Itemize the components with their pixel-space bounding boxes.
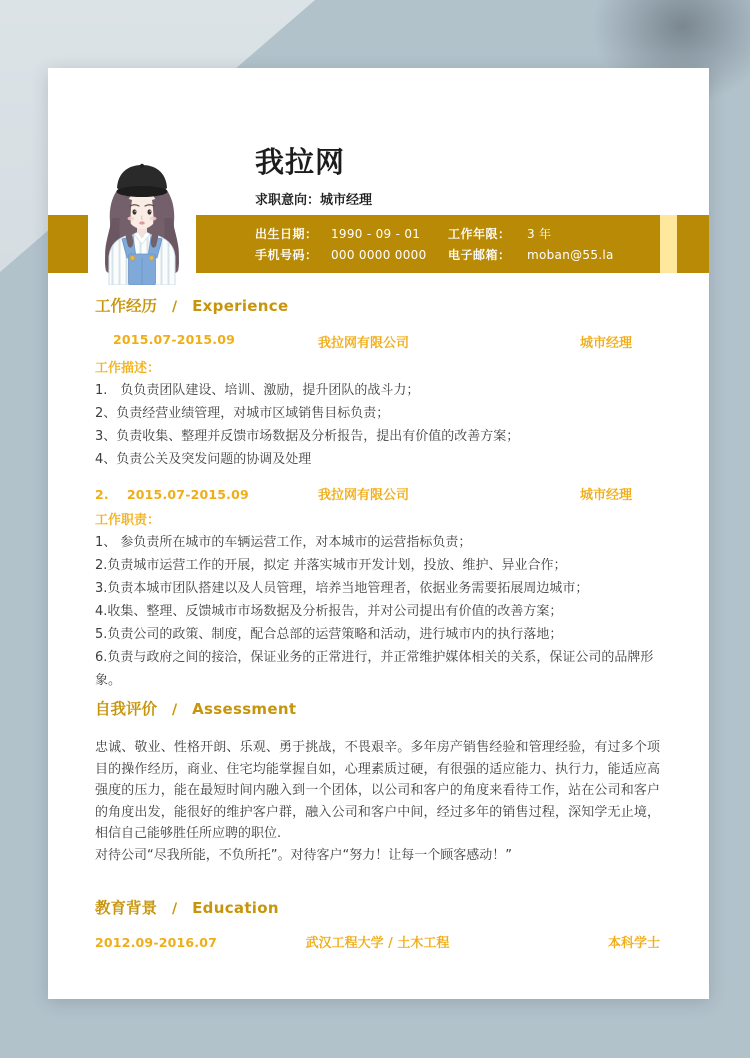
section-title-slash: / bbox=[172, 901, 178, 917]
job-row bbox=[95, 487, 660, 503]
assessment-paragraph: 对待公司“尽我所能，不负所托”。对待客户“努力！让每一个顾客感动！” bbox=[95, 847, 512, 863]
job-items bbox=[95, 379, 660, 471]
job-intention: 求职意向：城市经理 bbox=[255, 193, 373, 208]
education-row bbox=[95, 935, 660, 951]
section-title-slash: / bbox=[172, 299, 178, 315]
resume-page bbox=[48, 68, 709, 999]
phone-label: 手机号码： bbox=[255, 248, 318, 262]
job-desc-label: 工作描述： bbox=[95, 361, 161, 376]
section-title-slash: / bbox=[172, 702, 178, 718]
section-title-education bbox=[95, 899, 660, 918]
education-degree: 本科学士 bbox=[607, 936, 660, 951]
job-items bbox=[95, 531, 660, 692]
job-item: 1、 参负责所在城市的车辆运营工作，对本城市的运营指标负责； bbox=[95, 535, 472, 550]
section-title-zh: 工作经历 bbox=[95, 297, 158, 315]
section-title-zh: 自我评价 bbox=[95, 700, 158, 718]
section-title-zh: 教育背景 bbox=[95, 899, 158, 917]
education-school: 武汉工程大学 / 土木工程 bbox=[305, 936, 450, 951]
job-date: 2015.07-2015.09 bbox=[113, 332, 236, 347]
assessment-text bbox=[95, 737, 660, 866]
job-company: 我拉网有限公司 bbox=[317, 488, 409, 503]
job-item: 2.负责城市运营工作的开展，拟定 并落实城市开发计划，投放、维护、异业合作； bbox=[95, 558, 567, 573]
girl-illustration-icon bbox=[88, 158, 196, 285]
section-title-assessment bbox=[95, 700, 660, 719]
phone-value: 000 0000 0000 bbox=[331, 248, 427, 262]
job-date-cell bbox=[95, 332, 260, 347]
birth-date-label: 出生日期： bbox=[255, 227, 318, 241]
job-item: 1. 负负责团队建设、培训、激励，提升团队的战斗力； bbox=[95, 383, 420, 398]
job-item: 6.负责与政府之间的接洽，保证业务的正常进行，并正常维护媒体相关的关系，保证公司的品牌形象。 bbox=[95, 650, 654, 688]
job-item: 2、负责经营业绩管理，对城市区域销售目标负责； bbox=[95, 406, 390, 421]
job-item: 4.收集、整理、反馈城市市场数据及分析报告，并对公司提出有价值的改善方案； bbox=[95, 604, 563, 619]
contact-info-grid bbox=[255, 226, 614, 263]
section-title-experience bbox=[95, 297, 660, 316]
email-label: 电子邮箱： bbox=[448, 248, 511, 262]
candidate-name: 我拉网 bbox=[255, 145, 346, 179]
job-role: 城市经理 bbox=[579, 336, 632, 351]
section-title-en: Assessment bbox=[192, 700, 297, 718]
resume-header bbox=[48, 68, 709, 285]
job-company: 我拉网有限公司 bbox=[317, 336, 409, 351]
email-value: moban@55.la bbox=[527, 248, 614, 262]
section-title-en: Education bbox=[192, 899, 279, 917]
job-item: 3.负责本城市团队搭建以及人员管理，培养当地管理者，依据业务需要拓展周边城市； bbox=[95, 581, 589, 596]
birth-date-value: 1990 - 09 - 01 bbox=[331, 227, 421, 241]
job-item: 3、负责收集、整理并反馈市场数据及分析报告，提出有价值的改善方案； bbox=[95, 429, 520, 444]
education-date: 2012.09-2016.07 bbox=[95, 935, 218, 950]
work-years-label: 工作年限： bbox=[448, 227, 511, 241]
job-desc-label: 工作职责： bbox=[95, 513, 161, 528]
assessment-paragraph: 忠诚、敬业、性格开朗、乐观、勇于挑战，不畏艰辛。多年房产销售经验和管理经验，有过多个项目的操作经历，商业、住宅均能掌握自如，心理素质过硬，有很强的适应能力、执行力，能适应高强度的压力，能在最短时间内融入到一个团体，以公司和客户的角度来看待工作，站在公司和客户的角度出发，能很好的维护客户群，融入公司和客户中间，经过多年的销售过程，深知学无止境，相信自己能够胜任所应聘的职位. bbox=[95, 740, 660, 841]
job-prefix: 2. bbox=[95, 487, 109, 502]
job-date: 2015.07-2015.09 bbox=[126, 487, 249, 502]
section-title-en: Experience bbox=[192, 297, 289, 315]
job-date-cell bbox=[95, 487, 260, 502]
job-role: 城市经理 bbox=[579, 488, 632, 503]
job-row bbox=[95, 332, 660, 351]
job-item: 4、负责公关及突发问题的协调及处理 bbox=[95, 452, 312, 467]
work-years-value: 3 年 bbox=[527, 227, 552, 241]
job-item: 5.负责公司的政策、制度，配合总部的运营策略和活动，进行城市内的执行落地； bbox=[95, 627, 563, 642]
avatar bbox=[88, 158, 196, 285]
info-band-accent-stripe bbox=[660, 215, 677, 273]
resume-body bbox=[48, 285, 709, 951]
